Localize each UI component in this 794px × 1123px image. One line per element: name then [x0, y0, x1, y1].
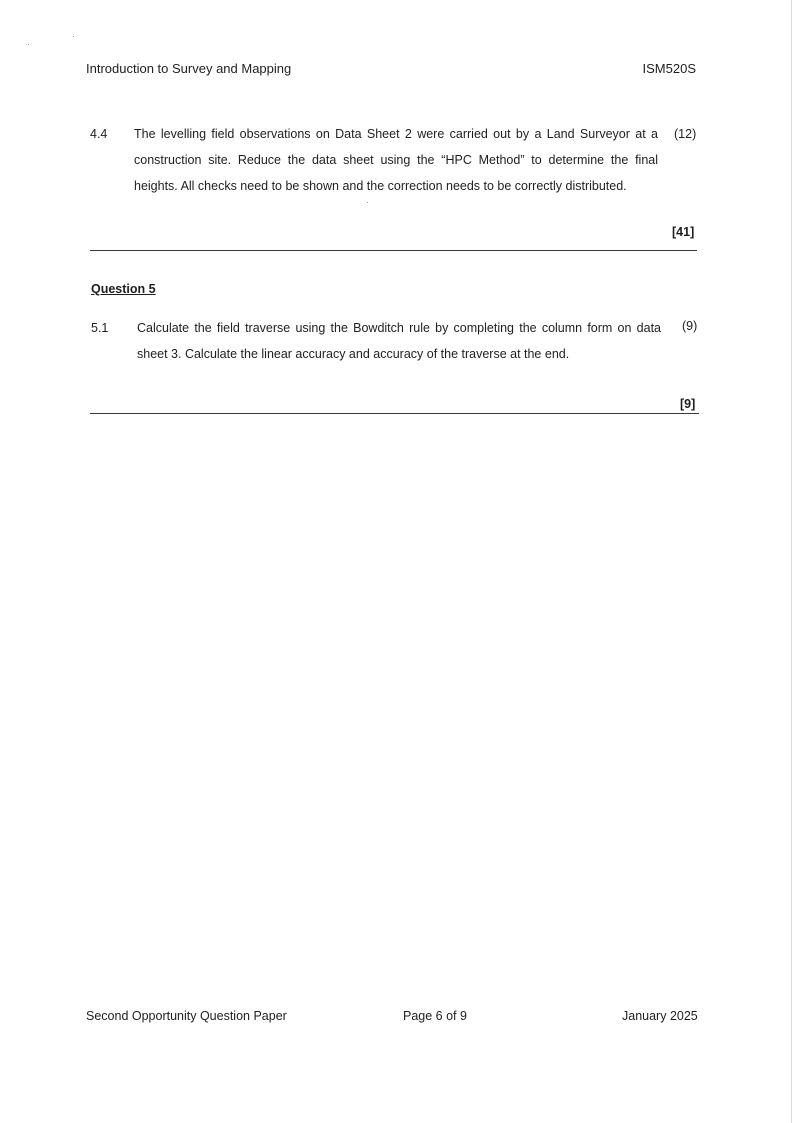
question-text-line: Calculate the field traverse using the Bowditch rule by completing the column form on data	[137, 321, 661, 335]
section-total: [9]	[680, 397, 696, 411]
question-marks: (9)	[682, 319, 698, 333]
question-text	[137, 315, 661, 367]
question-marks: (12)	[674, 127, 697, 141]
section-divider	[90, 413, 699, 414]
footer-page-number: Page 6 of 9	[403, 1009, 467, 1023]
question-text-line: The levelling field observations on Data Sheet 2 were carried out by a Land Surveyor at a	[134, 127, 658, 141]
question-text-line: construction site. Reduce the data sheet using the “HPC Method” to determine the final	[134, 153, 658, 167]
question-number: 5.1	[91, 321, 109, 335]
scan-speck	[28, 44, 29, 45]
section-divider	[90, 250, 697, 251]
question-text	[134, 121, 658, 199]
question-number: 4.4	[90, 127, 108, 141]
scan-speck	[367, 202, 368, 203]
section-total: [41]	[672, 225, 695, 239]
course-code: ISM520S	[642, 61, 696, 76]
question-text-line: heights. All checks need to be shown and the correction needs to be correctly distributed.	[134, 179, 627, 193]
course-title: Introduction to Survey and Mapping	[86, 61, 292, 76]
question-text-line: sheet 3. Calculate the linear accuracy and accuracy of the traverse at the end.	[137, 347, 570, 361]
scan-speck	[73, 36, 74, 37]
footer-date: January 2025	[622, 1009, 698, 1023]
section-heading: Question 5	[91, 282, 156, 296]
scan-edge	[791, 0, 792, 1123]
footer-paper-type: Second Opportunity Question Paper	[86, 1009, 287, 1023]
